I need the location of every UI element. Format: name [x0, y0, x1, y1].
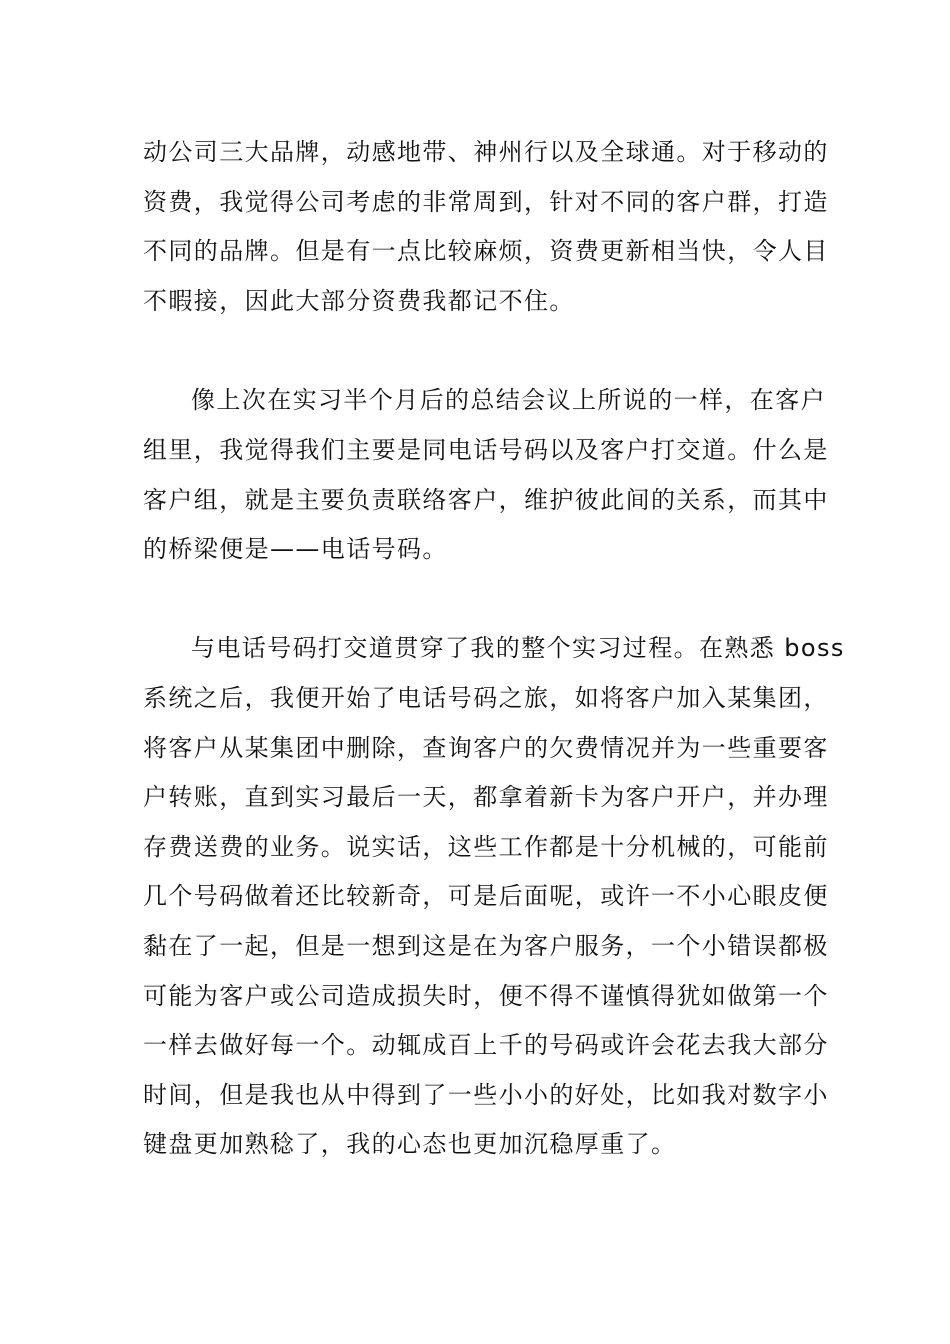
text-line: 动公司三大品牌，动感地带、神州行以及全球通。对于移动的 — [143, 138, 829, 166]
text-line: 可能为客户或公司造成损失时，便不得不谨慎得犹如做第一个 — [143, 982, 829, 1010]
text-line: 时间，但是我也从中得到了一些小小的好处，比如我对数字小 — [143, 1081, 829, 1109]
text-line: 的桥梁便是——电话号码。 — [143, 535, 448, 563]
text-line: 像上次在实习半个月后的总结会议上所说的一样，在客户 — [191, 386, 826, 414]
text-line: 组里，我觉得我们主要是同电话号码以及客户打交道。什么是 — [143, 436, 829, 464]
text-line: 不同的品牌。但是有一点比较麻烦，资费更新相当快，令人目 — [143, 237, 829, 265]
text-line: 几个号码做着还比较新奇，可是后面呢，或许一不小心眼皮便 — [143, 882, 829, 910]
text-line: 一样去做好每一个。动辄成百上千的号码或许会花去我大部分 — [143, 1031, 829, 1059]
text-line: 户转账，直到实习最后一天，都拿着新卡为客户开户，并办理 — [143, 783, 829, 811]
text-line: 键盘更加熟稔了，我的心态也更加沉稳厚重了。 — [143, 1130, 677, 1158]
text-line: 与电话号码打交道贯穿了我的整个实习过程。在熟悉 boss — [191, 634, 845, 662]
text-line: 存费送费的业务。说实话，这些工作都是十分机械的，可能前 — [143, 833, 829, 861]
text-line: 将客户从某集团中删除，查询客户的欠费情况并为一些重要客 — [143, 734, 829, 762]
text-line: 黏在了一起，但是一想到这是在为客户服务，一个小错误都极 — [143, 932, 829, 960]
text-line: 客户组，就是主要负责联络客户，维护彼此间的关系，而其中 — [143, 486, 829, 514]
text-line: 资费，我觉得公司考虑的非常周到，针对不同的客户群，打造 — [143, 188, 829, 216]
text-line: 不暇接，因此大部分资费我都记不住。 — [143, 287, 575, 315]
text-line: 系统之后，我便开始了电话号码之旅，如将客户加入某集团， — [143, 684, 829, 712]
